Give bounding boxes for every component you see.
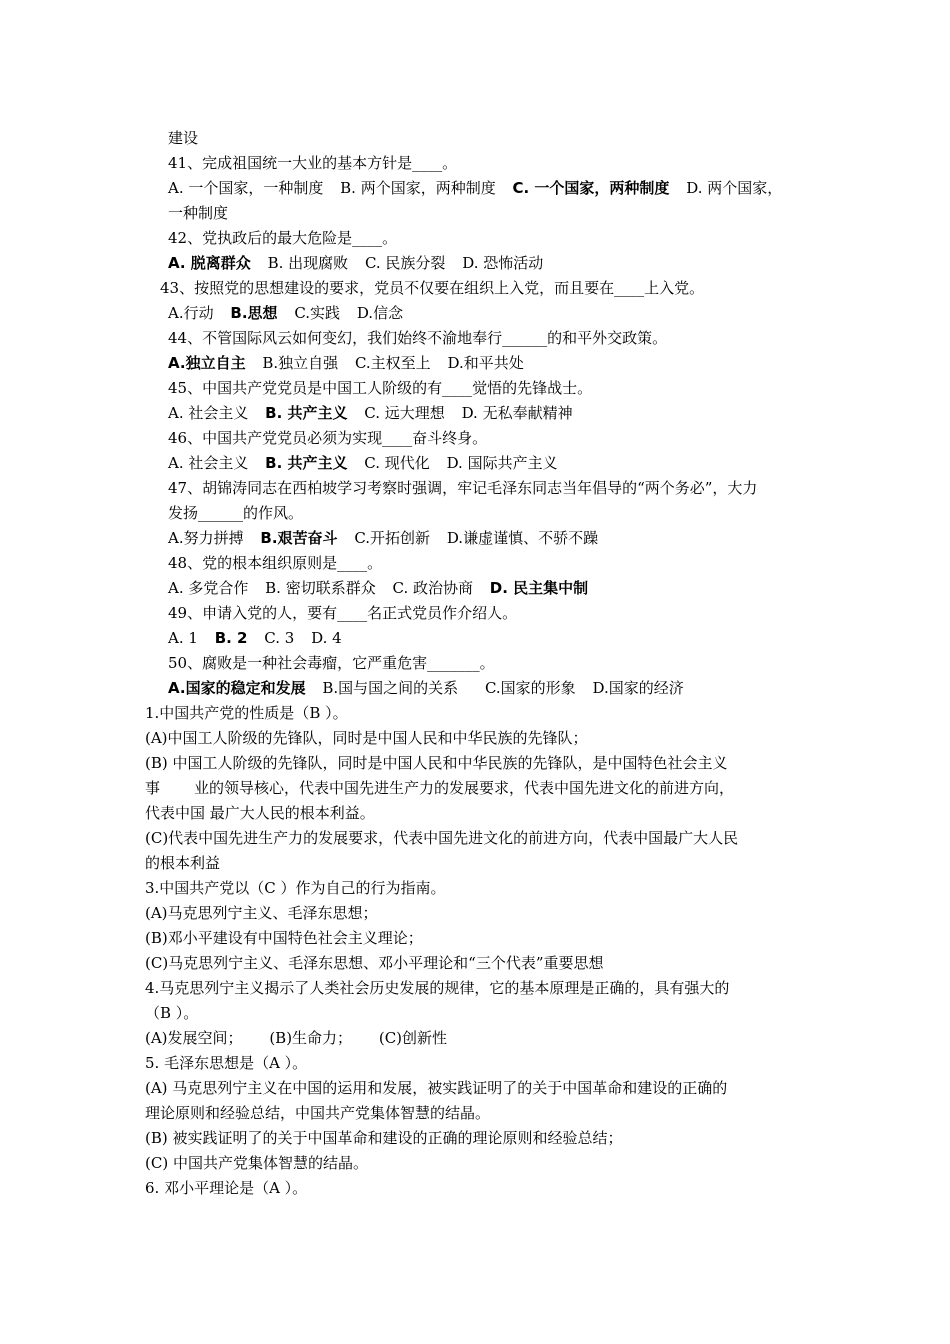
option-b-answer: B.艰苦奋斗 xyxy=(260,529,338,547)
question-48: 48、党的根本组织原则是____。 xyxy=(168,554,383,572)
option-c: (C)创新性 xyxy=(378,1029,448,1047)
question-p2-4: 4.马克思列宁主义揭示了人类社会历史发展的规律，它的基本原理是正确的，具有强大的 xyxy=(145,979,730,997)
option-b: B. 出现腐败 xyxy=(267,254,349,272)
option-d: D. 无私奉献精神 xyxy=(461,404,573,422)
option-b-answer: B.思想 xyxy=(230,304,278,322)
option-text: (B) 被实践证明了的关于中国革命和建设的正确的理论原则和经验总结； xyxy=(145,1129,623,1147)
option-d-answer: D. 民主集中制 xyxy=(489,579,589,597)
option-c: C. 政治协商 xyxy=(392,579,473,597)
question-45: 45、中国共产党党员是中国工人阶级的有____觉悟的先锋战士。 xyxy=(168,379,593,397)
option-a: A. 一个国家，一种制度 xyxy=(168,179,324,197)
option-text: (A)中国工人阶级的先锋队，同时是中国人民和中华民族的先锋队； xyxy=(145,729,588,747)
option-a: A. 社会主义 xyxy=(168,404,249,422)
option-d: D.国家的经济 xyxy=(592,679,684,697)
option-text: (C) 中国共产党集体智慧的结晶。 xyxy=(145,1154,368,1172)
option-b: B.国与国之间的关系 xyxy=(322,679,459,697)
option-c-answer: C. 一个国家，两种制度 xyxy=(512,179,670,197)
question-p2-4-cont: （B ）。 xyxy=(145,1004,199,1022)
question-46: 46、中国共产党党员必须为实现____奋斗终身。 xyxy=(168,429,488,447)
options-42 xyxy=(168,253,543,273)
option-a: A.努力拼搏 xyxy=(168,529,244,547)
option-a: A. 社会主义 xyxy=(168,454,249,472)
option-text: (B)邓小平建设有中国特色社会主义理论； xyxy=(145,929,423,947)
option-c: C.国家的形象 xyxy=(484,679,576,697)
option-text: 的根本利益 xyxy=(145,854,221,872)
question-47: 47、胡锦涛同志在西柏坡学习考察时强调，牢记毛泽东同志当年倡导的“两个务必”，大力 xyxy=(168,479,758,497)
question-41: 41、完成祖国统一大业的基本方针是____。 xyxy=(168,154,458,172)
option-text-part: 业的领导核心，代表中国先进生产力的发展要求，代表中国先进文化的前进方向， xyxy=(194,779,735,797)
options-41-cont: 一种制度 xyxy=(168,204,229,222)
options-49 xyxy=(168,628,342,648)
question-p2-1: 1.中国共产党的性质是（B ）。 xyxy=(145,704,348,722)
text-line: 建设 xyxy=(168,129,199,147)
option-d: D.信念 xyxy=(356,304,404,322)
question-49: 49、申请入党的人，要有____名正式党员作介绍人。 xyxy=(168,604,518,622)
option-d: D. 国际共产主义 xyxy=(446,454,558,472)
options-p2-4 xyxy=(145,1028,447,1048)
option-text: 理论原则和经验总结，中国共产党集体智慧的结晶。 xyxy=(145,1104,491,1122)
option-text: (B) 中国工人阶级的先锋队，同时是中国人民和中华民族的先锋队，是中国特色社会主义 xyxy=(145,754,728,772)
option-c: C.实践 xyxy=(294,304,341,322)
question-50: 50、腐败是一种社会毒瘤，它严重危害_______。 xyxy=(168,654,495,672)
options-45 xyxy=(168,403,573,423)
option-b: B. 密切联系群众 xyxy=(265,579,376,597)
options-48 xyxy=(168,578,588,598)
question-p2-6: 6. 邓小平理论是（A ）。 xyxy=(145,1179,308,1197)
option-b: B. 两个国家，两种制度 xyxy=(340,179,496,197)
option-c: C. 民族分裂 xyxy=(364,254,446,272)
option-b-answer: B. 2 xyxy=(214,629,248,647)
options-44 xyxy=(168,353,524,373)
option-d: D. 4 xyxy=(311,629,342,647)
option-text: (C)马克思列宁主义、毛泽东思想、邓小平理论和“三个代表”重要思想 xyxy=(145,954,604,972)
option-c: C. 现代化 xyxy=(364,454,430,472)
option-a: (A)发展空间； xyxy=(145,1029,243,1047)
option-b: (B)生命力； xyxy=(269,1029,353,1047)
options-50 xyxy=(168,678,684,698)
options-47 xyxy=(168,528,598,548)
option-c: C. 3 xyxy=(264,629,295,647)
question-42: 42、党执政后的最大危险是____。 xyxy=(168,229,398,247)
option-text: (C)代表中国先进生产力的发展要求，代表中国先进文化的前进方向，代表中国最广大人民 xyxy=(145,829,739,847)
option-d: D.谦虚谨慎、不骄不躁 xyxy=(446,529,599,547)
option-c: C. 远大理想 xyxy=(364,404,445,422)
option-a: A. 多党合作 xyxy=(168,579,249,597)
option-c: C.主权至上 xyxy=(354,354,431,372)
question-47-cont: 发扬______的作风。 xyxy=(168,504,304,522)
options-43 xyxy=(168,303,403,323)
question-p2-3: 3.中国共产党以（C ）作为自己的行为指南。 xyxy=(145,879,446,897)
option-d: D. 两个国家， xyxy=(686,179,783,197)
option-c: C.开拓创新 xyxy=(354,529,431,547)
option-text: 代表中国 最广大人民的根本利益。 xyxy=(145,804,375,822)
option-text xyxy=(145,778,734,798)
option-a-answer: A. 脱离群众 xyxy=(168,254,251,272)
option-b-answer: B. 共产主义 xyxy=(265,404,348,422)
option-a-answer: A.国家的稳定和发展 xyxy=(168,679,306,697)
option-text: (A) 马克思列宁主义在中国的运用和发展，被实践证明了的关于中国革命和建设的正确的 xyxy=(145,1079,728,1097)
option-a-answer: A.独立自主 xyxy=(168,354,246,372)
option-b-answer: B. 共产主义 xyxy=(265,454,348,472)
question-44: 44、不管国际风云如何变幻，我们始终不渝地奉行______的和平外交政策。 xyxy=(168,329,668,347)
option-d: D.和平共处 xyxy=(447,354,524,372)
option-text-part: 事 xyxy=(145,779,161,797)
question-p2-5: 5. 毛泽东思想是（A ）。 xyxy=(145,1054,308,1072)
option-a: A. 1 xyxy=(168,629,198,647)
option-a: A.行动 xyxy=(168,304,214,322)
option-text: (A)马克思列宁主义、毛泽东思想； xyxy=(145,904,378,922)
options-46 xyxy=(168,453,558,473)
question-43: 43、按照党的思想建设的要求，党员不仅要在组织上入党，而且要在____上入党。 xyxy=(160,279,705,297)
option-b: B.独立自强 xyxy=(262,354,339,372)
option-d: D. 恐怖活动 xyxy=(462,254,544,272)
options-41 xyxy=(168,178,782,198)
